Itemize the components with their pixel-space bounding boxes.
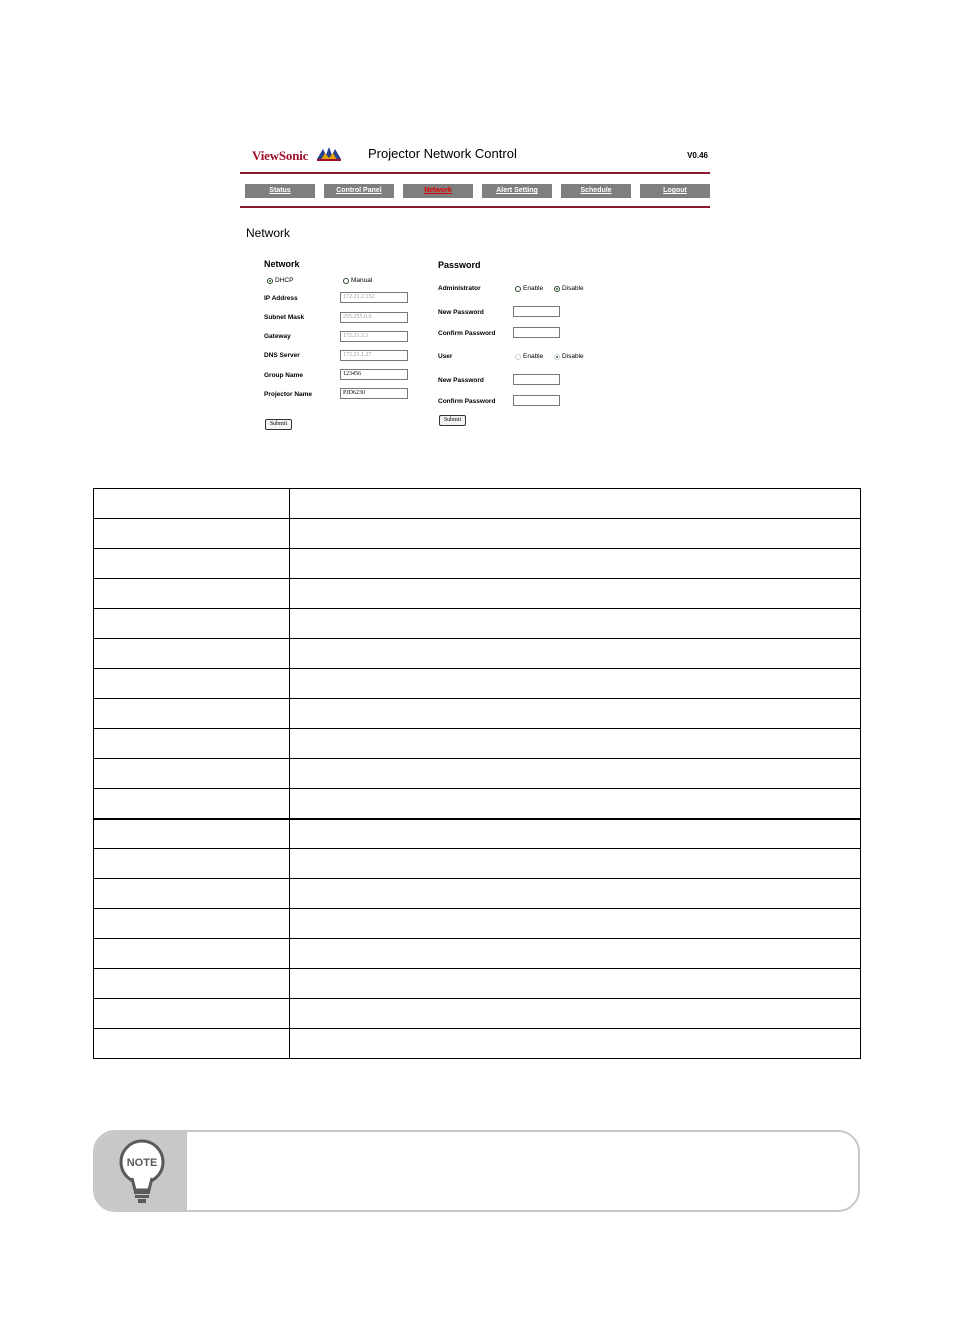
- table-cell-description: [290, 609, 861, 639]
- password-section-title: Password: [438, 260, 481, 270]
- radio-selected-icon: [554, 354, 560, 360]
- projector-name-field[interactable]: PJD6230: [340, 388, 408, 399]
- admin-enable-radio[interactable]: Enable: [515, 285, 543, 292]
- table-row: [94, 969, 861, 999]
- subnet-mask-label: Subnet Mask: [264, 314, 305, 321]
- table-cell-description: [290, 489, 861, 519]
- table-cell-term: [94, 489, 290, 519]
- table-cell-term: [94, 759, 290, 789]
- user-new-password-field[interactable]: [513, 374, 560, 385]
- table-row: [94, 639, 861, 669]
- table-cell-term: [94, 969, 290, 999]
- table-cell-term: [94, 639, 290, 669]
- table-cell-term: [94, 909, 290, 939]
- nav-logout[interactable]: Logout: [640, 184, 710, 198]
- header-divider: [240, 172, 710, 174]
- table-cell-term: [94, 579, 290, 609]
- table-cell-description: [290, 669, 861, 699]
- radio-selected-icon: [267, 278, 273, 284]
- user-disable-radio[interactable]: Disable: [554, 353, 584, 360]
- table-cell-term: [94, 699, 290, 729]
- note-lightbulb-icon: [117, 1138, 167, 1208]
- nav-control-panel[interactable]: Control Panel: [324, 184, 394, 198]
- ip-address-field[interactable]: 172.21.2.152: [340, 292, 408, 303]
- table-row: [94, 939, 861, 969]
- admin-new-password-field[interactable]: [513, 306, 560, 317]
- table-row: [94, 1029, 861, 1059]
- radio-unselected-icon: [515, 286, 521, 292]
- table-cell-description: [290, 759, 861, 789]
- nav-bar: [245, 184, 707, 198]
- table-row: [94, 549, 861, 579]
- nav-divider: [240, 206, 710, 208]
- dns-server-field[interactable]: 172.21.1.27: [340, 350, 408, 361]
- radio-unselected-icon: [343, 278, 349, 284]
- table-cell-description: [290, 849, 861, 879]
- user-new-password-label: New Password: [438, 377, 484, 384]
- table-cell-description: [290, 699, 861, 729]
- app-title: Projector Network Control: [368, 146, 517, 161]
- table-cell-description: [290, 579, 861, 609]
- user-confirm-password-field[interactable]: [513, 395, 560, 406]
- nav-status[interactable]: Status: [245, 184, 315, 198]
- table-row: [94, 609, 861, 639]
- table-row: [94, 729, 861, 759]
- subnet-mask-field[interactable]: 255.255.0.0: [340, 312, 408, 323]
- table-cell-term: [94, 819, 290, 849]
- table-cell-term: [94, 849, 290, 879]
- table-row: [94, 699, 861, 729]
- table-row: [94, 669, 861, 699]
- table-row: [94, 909, 861, 939]
- network-submit-button[interactable]: Submit: [265, 419, 292, 430]
- brand-name: ViewSonic: [252, 148, 309, 163]
- group-name-field[interactable]: 123456: [340, 369, 408, 380]
- administrator-label: Administrator: [438, 285, 481, 292]
- note-icon-label: NOTE: [126, 1157, 158, 1169]
- table-cell-description: [290, 969, 861, 999]
- admin-new-password-label: New Password: [438, 309, 484, 316]
- gateway-label: Gateway: [264, 333, 291, 340]
- table-row: [94, 849, 861, 879]
- group-name-label: Group Name: [264, 372, 304, 379]
- manual-radio[interactable]: Manual: [343, 277, 372, 284]
- table-cell-term: [94, 1029, 290, 1059]
- admin-confirm-password-label: Confirm Password: [438, 330, 496, 337]
- table-row: [94, 999, 861, 1029]
- table-cell-description: [290, 729, 861, 759]
- network-control-screenshot: [240, 138, 712, 438]
- table-cell-term: [94, 999, 290, 1029]
- table-row: [94, 819, 861, 849]
- table-cell-description: [290, 999, 861, 1029]
- user-enable-radio[interactable]: Enable: [515, 353, 543, 360]
- user-label: User: [438, 353, 453, 360]
- table-row: [94, 789, 861, 819]
- page-title: Network: [246, 226, 291, 240]
- table-cell-term: [94, 789, 290, 819]
- table-cell-term: [94, 519, 290, 549]
- table-row: [94, 579, 861, 609]
- table-cell-description: [290, 519, 861, 549]
- nav-schedule[interactable]: Schedule: [561, 184, 631, 198]
- table-cell-description: [290, 789, 861, 819]
- table-cell-description: [290, 879, 861, 909]
- table-cell-description: [290, 819, 861, 849]
- table-row: [94, 519, 861, 549]
- table-cell-term: [94, 729, 290, 759]
- table-cell-description: [290, 1029, 861, 1059]
- gateway-field[interactable]: 172.21.3.1: [340, 331, 408, 342]
- projector-name-label: Projector Name: [264, 391, 313, 398]
- table-cell-description: [290, 549, 861, 579]
- network-section-title: Network: [264, 259, 300, 269]
- note-box: [93, 1130, 860, 1212]
- table-row: [94, 489, 861, 519]
- nav-alert-setting[interactable]: Alert Setting: [482, 184, 552, 198]
- password-submit-button[interactable]: Submit: [439, 415, 466, 426]
- table-cell-term: [94, 549, 290, 579]
- table-cell-description: [290, 909, 861, 939]
- description-table: [93, 488, 861, 1059]
- dns-server-label: DNS Server: [264, 352, 300, 359]
- table-cell-term: [94, 939, 290, 969]
- table-cell-term: [94, 879, 290, 909]
- table-cell-term: [94, 609, 290, 639]
- version-label: V0.46: [687, 151, 708, 160]
- table-cell-term: [94, 669, 290, 699]
- nav-network[interactable]: Network: [403, 184, 473, 198]
- radio-selected-icon: [554, 286, 560, 292]
- table-cell-description: [290, 939, 861, 969]
- admin-disable-radio[interactable]: Disable: [554, 285, 584, 292]
- radio-disabled-icon: [515, 354, 521, 360]
- user-confirm-password-label: Confirm Password: [438, 398, 496, 405]
- dhcp-radio[interactable]: DHCP: [267, 277, 293, 284]
- admin-confirm-password-field[interactable]: [513, 327, 560, 338]
- ip-address-label: IP Address: [264, 295, 298, 302]
- table-row: [94, 879, 861, 909]
- viewsonic-birds-logo-icon: [316, 144, 342, 162]
- table-cell-description: [290, 639, 861, 669]
- table-row: [94, 759, 861, 789]
